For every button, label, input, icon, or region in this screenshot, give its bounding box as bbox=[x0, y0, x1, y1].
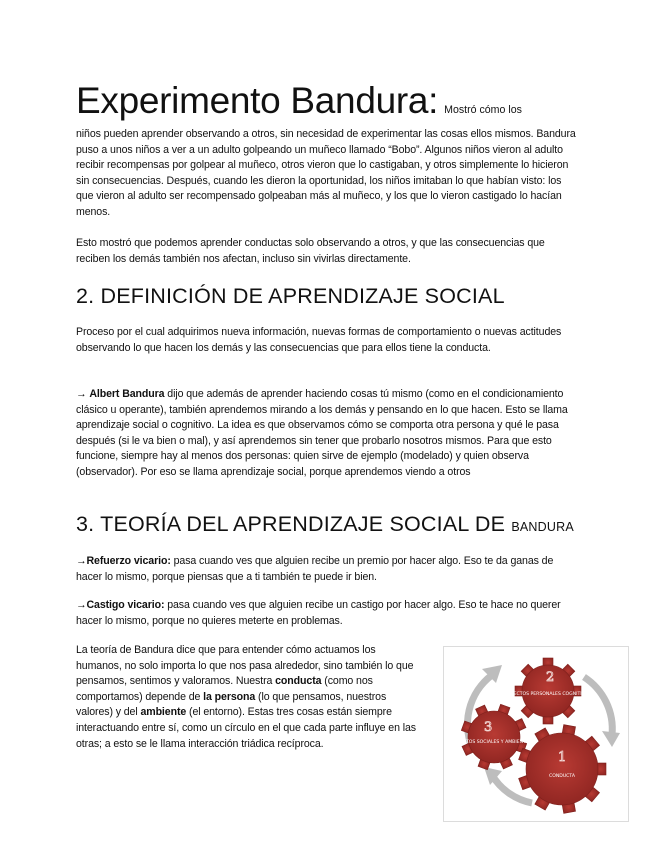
arrow-glyph: → bbox=[76, 599, 87, 611]
triadic-paragraph bbox=[76, 643, 421, 752]
gear-conduct-label: CONDUCTA bbox=[549, 774, 575, 779]
castigo-paragraph bbox=[76, 598, 576, 629]
gears-diagram bbox=[444, 647, 628, 821]
cycle-arrow-right bbox=[584, 677, 612, 735]
triadic-gears-figure bbox=[443, 646, 629, 822]
conducta-term: conducta bbox=[275, 675, 322, 688]
bandura-name: Albert Bandura bbox=[89, 388, 165, 400]
ambiente-term: ambiente bbox=[140, 706, 187, 719]
intro-paragraph-2: Esto mostró que podemos aprender conductas solo observando a otros, y que las consecuencias que reciben los demás también nos afectan, incluso sin vivirlas directamente. bbox=[76, 237, 545, 265]
definition-paragraph: Proceso por el cual adquirimos nueva información, nuevas formas de comportamiento o nuevas actitudes observando lo que hacen los demás y las consecuencias que para ellos tiene la conducta. bbox=[76, 326, 562, 354]
persona-term: la persona bbox=[203, 690, 256, 703]
title-lead-in: Mostró cómo los bbox=[444, 104, 522, 116]
refuerzo-paragraph bbox=[76, 554, 576, 585]
triadic-text-3: (lo que pensamos, nuestros valores) y del bbox=[76, 690, 387, 719]
triadic-text-1: La teoría de Bandura dice que para entender cómo actuamos los humanos, no solo importa lo que nos pasa alrededor, sino también lo que pensamos, sentimos y valoramos. Nuestra bbox=[76, 644, 414, 688]
triadic-text-2: (como nos comportamos) depende de bbox=[76, 675, 373, 703]
section2-heading: 2. DEFINICIÓN DE APRENDIZAJE SOCIAL bbox=[76, 284, 505, 308]
cycle-arrow-right-head bbox=[602, 731, 620, 747]
gear-personal bbox=[505, 658, 592, 724]
section3-heading-small: BANDURA bbox=[511, 520, 574, 534]
bandura-paragraph bbox=[76, 387, 576, 481]
page-title: Experimento Bandura: bbox=[76, 80, 439, 121]
arrow-glyph: → bbox=[76, 555, 87, 567]
castigo-term: Castigo vicario: bbox=[86, 599, 165, 611]
section3-heading-main: 3. TEORÍA DEL APRENDIZAJE SOCIAL DE bbox=[76, 512, 512, 536]
gear-environment-number: 3 bbox=[484, 720, 493, 735]
bandura-text: dijo que además de aprender haciendo cosas tú mismo (como en el condicionamiento clásico u operante), también aprendemos mirando a los demás y pensando en lo que hacen. Esto se llama aprendizaje social o cognitivo. La idea es que observamos cómo se comporta otra persona y qué le pasa después (si le va bien o mal), y así aprendemos sin tener que probarlo nosotros mismos. Para que esto funcione, siempre hay al menos dos personas: quien sirve de ejemplo (modelado) y quien observa (observador). Por eso se llama aprendizaje social, porque aprendemos viendo a otros bbox=[76, 388, 568, 478]
gear-personal-label: ASPECTOS PERSONALES COGNITIVOS bbox=[504, 692, 592, 697]
arrow-glyph: → bbox=[76, 388, 90, 400]
refuerzo-term: Refuerzo vicario: bbox=[86, 555, 171, 567]
castigo-text: pasa cuando ves que alguien recibe un castigo por hacer algo. Eso te hace no querer hacer lo mismo, porque no quieres meterte en problemas. bbox=[76, 599, 561, 627]
gear-personal-number: 2 bbox=[546, 670, 555, 685]
gear-conduct-number: 1 bbox=[558, 750, 567, 765]
triadic-text-4: (el entorno). Estas tres cosas están siempre interactuando entre sí, como un círculo en el que cada parte influye en las otras; a esto se le llama interacción triádica recíproca. bbox=[76, 706, 416, 750]
title-line bbox=[76, 80, 522, 122]
gear-environment-label: ASPECTOS SOCIALES Y AMBIENTALES bbox=[451, 740, 537, 745]
section3-heading bbox=[76, 512, 574, 537]
refuerzo-text: pasa cuando ves que alguien recibe un premio por hacer algo. Eso te da ganas de hacer lo mismo, porque piensas que a ti también te puede ir bien. bbox=[76, 555, 554, 583]
intro-paragraph-1: niños pueden aprender observando a otros, sin necesidad de experimentar las cosas ellos mismos. Bandura puso a unos niños a ver a un adulto golpeando un muñeco llamado “Bobo”. Algunos niños vieron al adulto recibir recompensas por golpear al muñeco, otros vieron que lo castigaban, y otros simplemente lo hicieron sin consecuencias. Después, cuando les dieron la oportunidad, los niños imitaban lo que habían visto: los que vieron al adulto ser recompensado golpeaban más al muñeco, y los que lo vieron castigado lo hacían menos. bbox=[76, 128, 576, 218]
